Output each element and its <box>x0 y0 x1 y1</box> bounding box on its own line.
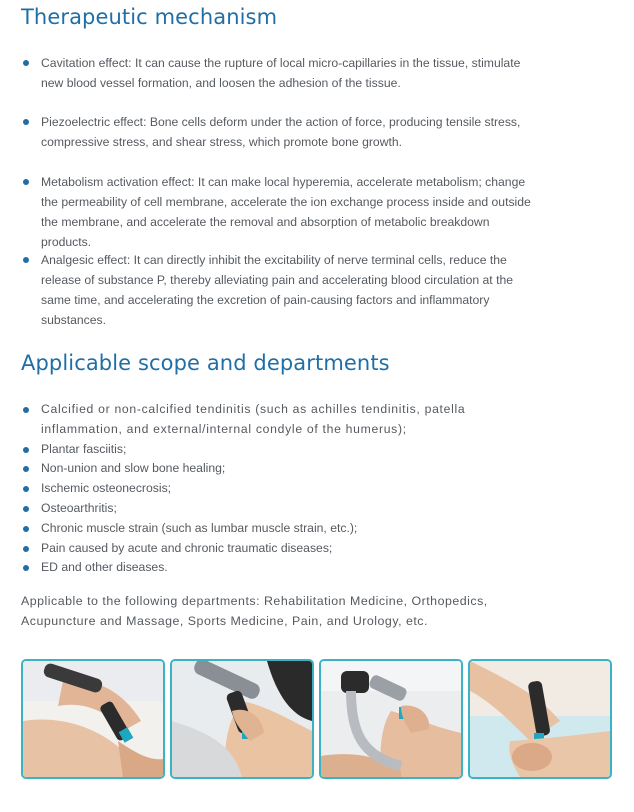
scope-item-text: Ischemic osteonecrosis; <box>41 481 172 496</box>
scope-item-text: Chronic muscle strain (such as lumbar muscle strain, etc.); <box>41 520 358 535</box>
scope-item-text: Plantar fasciitis; <box>41 441 127 456</box>
bullet-icon <box>23 565 29 571</box>
scope-item-text: Non-union and slow bone healing; <box>41 461 226 476</box>
mechanism-item-analgesic <box>41 250 531 330</box>
departments-text: Applicable to the following departments: Rehabilitation Medicine, Orthopedics, Acupuncture and Massage, Sports Medicine, Pain, and Urology, etc. <box>21 594 488 628</box>
bullet-icon <box>23 486 29 492</box>
scope-item-text: ED and other diseases. <box>41 560 168 575</box>
scope-item-text: Calcified or non-calcified tendinitis (such as achilles tendinitis, patella inflammation, and external/internal condyle of the humerus); <box>41 402 466 436</box>
mechanism-item-text: Piezoelectric effect: Bone cells deform under the action of force, producing tensile stress, compressive stress, and shear stress, which promote bone growth. <box>41 115 521 149</box>
scope-item <box>41 440 521 460</box>
mechanism-item-text: Metabolism activation effect: It can make local hyperemia, accelerate metabolism; change the permeability of cell membrane, accelerate the ion exchange process inside and outside the membrane, and accelerate the removal and absorption of metabolic breakdown products. <box>41 175 531 249</box>
scope-item <box>41 519 521 539</box>
section-title-mechanism: Therapeutic mechanism <box>21 5 278 29</box>
scope-item-text: Osteoarthritis; <box>41 500 117 515</box>
scope-item <box>41 558 521 578</box>
scope-item-text: Pain caused by acute and chronic traumatic diseases; <box>41 540 333 555</box>
treatment-shoulder-photo <box>170 659 314 779</box>
bullet-icon <box>23 506 29 512</box>
scope-item <box>41 400 521 440</box>
bullet-icon <box>23 546 29 552</box>
bullet-icon <box>23 447 29 453</box>
treatment-heel-photo <box>468 659 612 779</box>
section-title-scope: Applicable scope and departments <box>21 351 390 375</box>
mechanism-item-cavitation <box>41 53 531 93</box>
bullet-icon <box>23 119 29 125</box>
mechanism-item-metabolism <box>41 172 531 252</box>
scope-item <box>41 539 521 559</box>
bullet-icon <box>23 257 29 263</box>
bullet-icon <box>23 179 29 185</box>
bullet-icon <box>23 60 29 66</box>
scope-list <box>41 400 521 578</box>
treatment-forearm-photo <box>319 659 463 779</box>
mechanism-item-text: Cavitation effect: It can cause the rupture of local micro-capillaries in the tissue, stimulate new blood vessel formation, and loosen the adhesion of the tissue. <box>41 56 521 90</box>
bullet-icon <box>23 407 29 413</box>
scope-item <box>41 479 521 499</box>
scope-item <box>41 499 521 519</box>
treatment-elbow-photo <box>21 659 165 779</box>
scope-item <box>41 459 521 479</box>
mechanism-item-piezoelectric <box>41 112 531 152</box>
mechanism-item-text: Analgesic effect: It can directly inhibit the excitability of nerve terminal cells, reduce the release of substance P, thereby alleviating pain and accelerating blood circulation at the same time, and accelerating the excretion of pain-causing factors and inflammatory substances. <box>41 253 514 327</box>
bullet-icon <box>23 526 29 532</box>
bullet-icon <box>23 466 29 472</box>
